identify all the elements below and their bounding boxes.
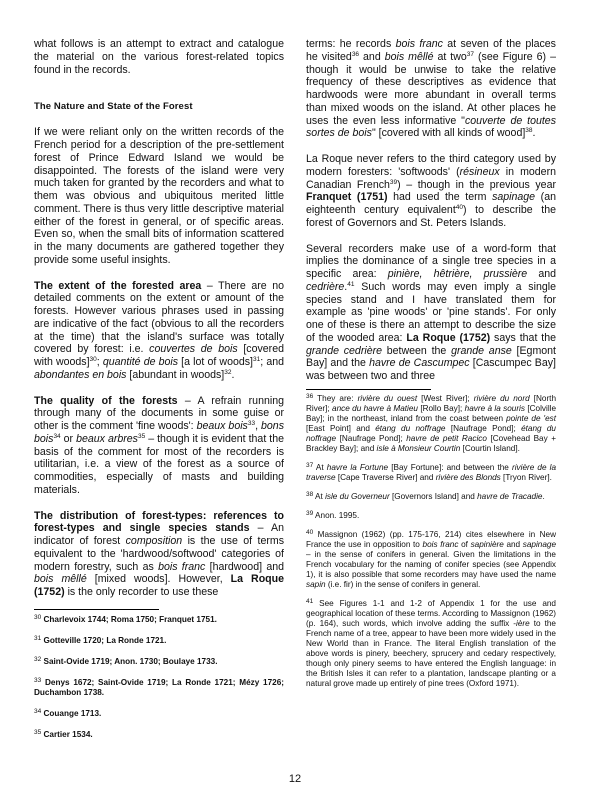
footnote-ref: 35 [137, 432, 146, 440]
footnote-31: $^{31}$ Gotteville 1720; La Ronde 1721. [34, 634, 167, 645]
paragraph-quality: The quality of the forests – A refrain running through many of the documents in some guise or other is the comment 'fine woods': beaux bois$^{33}$, bons bois$^{34}$ or beaux arbres$^{35}$ – though it is evident that the basis of the comment for most of the recorders is utilitarian, i.e. a view of the forest as a source of commodities, especially of masts and building materials. [34, 394, 284, 496]
footnote-34: $^{34}$ Couange 1713. [34, 707, 102, 718]
footnote-35: $^{35}$ Cartier 1534. [34, 728, 93, 739]
footnote-ref: 37 [466, 50, 475, 58]
intro-paragraph: what follows is an attempt to extract and catalogue the material on the various forest-related topics found in the records. [34, 38, 284, 76]
footnote-ref: 34 [53, 432, 61, 440]
footnote-divider [306, 389, 431, 390]
footnote-32: $^{32}$ Saint-Ovide 1719; Anon. 1730; Boulaye 1733. [34, 655, 218, 666]
footnote-40: $^{40}$ Massignon (1962) (pp. 175-176, 214) cites elsewhere in New France the use in opposition to bois franc of sapinière and sapinage – in the sense of conifers in general. Given the limitations in the French vocabulary for the naming of conifer species (see Appendix 1), it is also possible that some recorders may have used the name sapin (i.e. fir) in the sense of conifers in general. [306, 528, 556, 589]
footnote-39: $^{39}$ Anon. 1995. [306, 509, 360, 520]
footnote-divider [34, 609, 159, 610]
heading-extent: The extent of the forested area [34, 279, 202, 292]
footnote-ref: 40 [455, 204, 463, 211]
page-number: 12 [288, 773, 302, 785]
footnote-38: $^{38}$ At isle du Governeur [Governors Island] and havre de Tracadie. [306, 490, 545, 501]
right-column [306, 38, 556, 689]
footnote-ref: 38 [525, 127, 533, 135]
footnote-30: $^{30}$ Charlevoix 1744; Roma 1750; Franquet 1751. [34, 613, 217, 624]
heading-quality: The quality of the forests [34, 394, 178, 407]
footnote-37: $^{37}$ At havre la Fortune [Bay Fortune]: and between the rivière de la traverse [Cape Traverse River] and rivière des Blonds [Tryon River]. [306, 461, 557, 482]
section-heading: The Nature and State of the Forest [34, 101, 193, 113]
footnote-41: $^{41}$ See Figures 1-1 and 1-2 of Appendix 1 for the use and geographical location of these terms. According to Massignon (1962) (p. 164), such words, which involve adding the suffix -ière to the French name of a tree, appear to have been more widely used in the New World than in France. The literal English translation of the above words is pinery, beechery, sprucery and cedary respectively, though only pinery seems to have entered the English language: in the British Isles it can refer to a plantation, landscape planting or a natural grove made up entirely of pine trees (Oxford 1971). [306, 597, 556, 688]
footnote-ref: 30 [89, 356, 97, 363]
footnote-ref: 41 [347, 280, 355, 288]
heading-distribution: The distribution of forest-types: references to forest-types and single species stands [34, 509, 284, 535]
paragraph-reliance: If we were reliant only on the written records of the French period for a description of the pre-settlement forest of Prince Edward Island we would be disappointed. The forests of the island were very much taken for granted by the recorders and what to them was obvious and ubiquitous merited little comment. There is thus very little descriptive material either of the forest in general, or of specific areas. Even so, when the small bits of information scattered in the many documents are gathered together they provide some useful insights. [34, 126, 284, 266]
paragraph-extent: The extent of the forested area – There are no detailed comments on the extent or amount of the forests. However various phrases used in passing are indicative of the fact (obvious to all the recorders at the time) that the island's surface was totally covered by forest: i.e. couvertes de bois [covered with woods]$^{30}$; quantité de bois [a lot of woods]$^{31}$; and abondantes en bois [abundant in woods]$^{32}$. [34, 279, 285, 381]
footnote-ref: 39 [389, 178, 398, 186]
footnote-33: $^{33}$ Denys 1672; Saint-Ovide 1719; La Ronde 1721; Mézy 1726; Duchambon 1738. [34, 676, 284, 697]
paragraph-terms: terms: he records bois franc at seven of the places he visited$^{36}$ and bois mêllé at two$^{37}$ (see Figure 6) – though it would be unwise to take the relative frequency of these descriptives as evidence that hardwoods were more abundant in overall terms than mixed woods on the island. At other places he uses the even less informative "couverte de toutes sortes de bois" [covered with all kinds of wood]$^{38}$. [306, 38, 556, 140]
footnote-ref: 36 [351, 50, 360, 58]
paragraph-distribution: The distribution of forest-types: references to forest-types and single species stands – An indicator of forest composition is the use of terms equivalent to the 'hardwood/softwood' categories of modern forestry, such as bois franc [hardwood] and bois mêllé [mixed woods]. However, La Roque (1752) is the only recorder to use these [34, 509, 285, 598]
footnote-ref: 33 [247, 420, 256, 427]
footnote-36: $^{36}$ They are: rivière du ouest [West River]; rivière du nord [North River]; ance du havre à Matieu [Rollo Bay]; havre à la souris [Colville Bay]; in the northeast, inland from the coast between pointe de 'est [East Point] and étang du noffrage [Naufrage Pond]; étang du noffrage [Naufrage Pond]; havre de petit Racico [Covehead Bay + Brackley Bay]; and isle à Monsieur Courtin [Courtin Island]. [306, 392, 557, 453]
footnote-ref: 31 [253, 356, 261, 363]
left-footnotes [34, 615, 284, 740]
left-column [34, 38, 284, 740]
paragraph-softwoods: La Roque never refers to the third category used by modern foresters: 'softwoods' (résineux in modern Canadian French$^{39}$) – though in the previous year Franquet (1751) had used the term sapinage (an eighteenth century equivalent$^{40}$) to describe the forest of Governors and St. Peters Islands. [306, 153, 556, 229]
paragraph-single-species: Several recorders make use of a word-form that implies the dominance of a single tree species in a specific area: pinière, hêtrière, prussière and cedrière.$^{41}$ Such words may even imply a single species stand and I have translated them for example as 'pine woods' or 'pine stands'. For only one of these is there an attempt to describe the size of the wooded area: La Roque (1752) says that the grande cedrière between the grande anse [Egmont Bay] and the havre de Cascumpec [Cascumpec Bay] was between two and three [306, 242, 557, 382]
footnote-ref: 32 [224, 368, 232, 376]
